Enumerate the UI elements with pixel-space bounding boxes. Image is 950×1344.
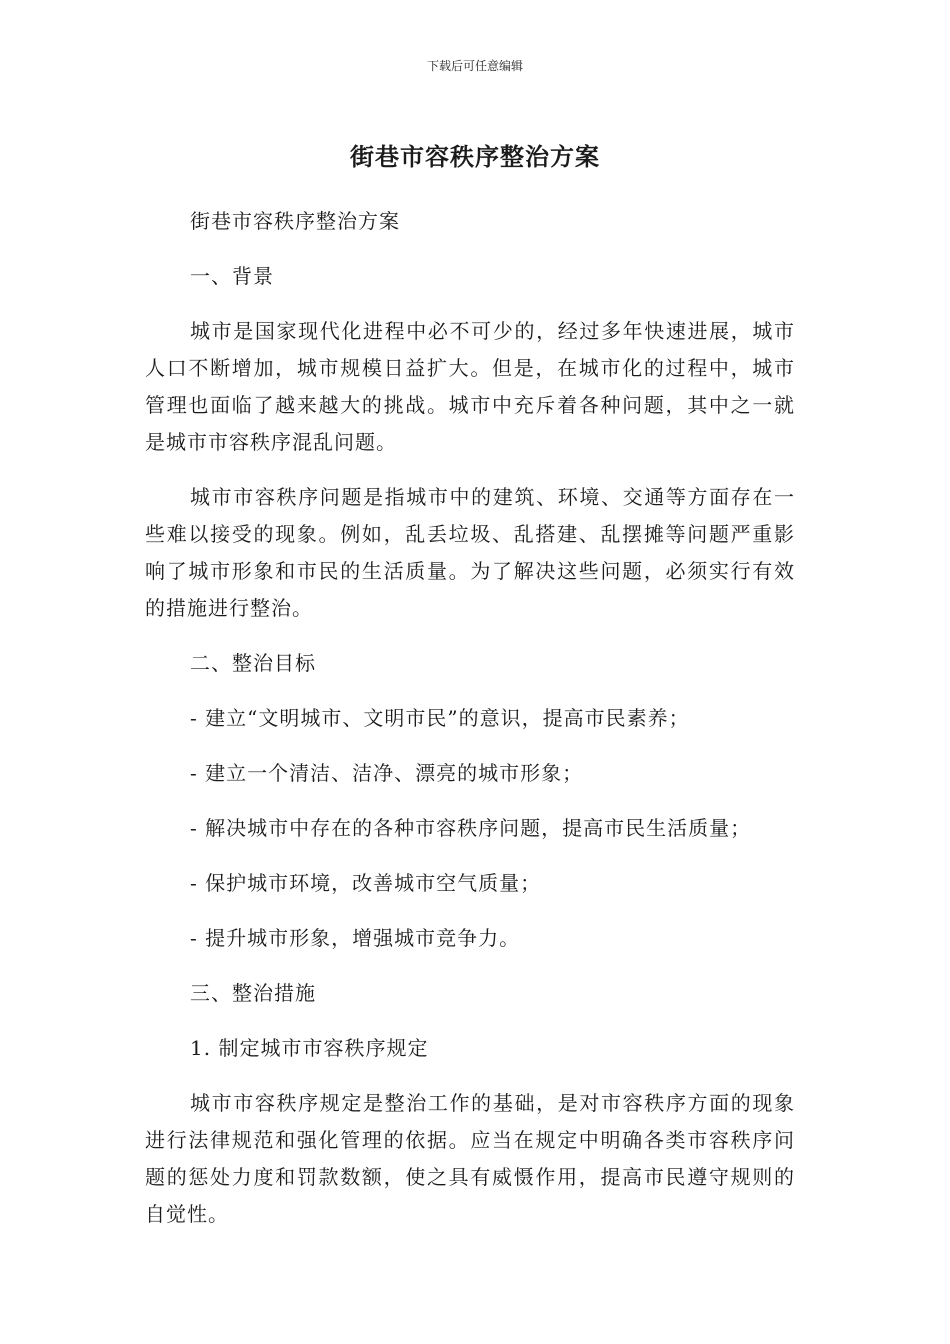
goal-list-item: - 建立“文明城市、文明市民”的意识，提高市民素养； (190, 706, 690, 730)
body-paragraph: 城市市容秩序问题是指城市中的建筑、环境、交通等方面存在一些难以接受的现象。例如，乱丢垃圾、乱搭建、乱摆摊等问题严重影响了城市形象和市民的生活质量。为了解决这些问题，必须实行有效的措施进行整治。 (145, 485, 795, 620)
document-body (145, 203, 795, 1251)
section-heading-measures: 三、整治措施 (190, 981, 316, 1005)
goal-list-item: - 解决城市中存在的各种市容秩序问题，提高市民生活质量； (190, 816, 752, 840)
body-paragraph: 城市市容秩序规定是整治工作的基础，是对市容秩序方面的现象进行法律规范和强化管理的依据。应当在规定中明确各类市容秩序问题的惩处力度和罚款数额，使之具有威慑作用，提高市民遵守规则的自觉性。 (145, 1091, 795, 1226)
section-heading-background: 一、背景 (190, 264, 274, 288)
measure-heading: 1. 制定城市市容秩序规定 (190, 1036, 429, 1060)
subtitle-paragraph: 街巷市容秩序整治方案 (190, 209, 400, 233)
goal-list-item: - 建立一个清洁、洁净、漂亮的城市形象； (190, 761, 584, 785)
body-paragraph: 城市是国家现代化进程中必不可少的，经过多年快速进展，城市人口不断增加，城市规模日益扩大。但是，在城市化的过程中，城市管理也面临了越来越大的挑战。城市中充斥着各种问题，其中之一就是城市市容秩序混乱问题。 (145, 319, 795, 454)
document-title: 街巷市容秩序整治方案 (350, 143, 600, 171)
goal-list-item: - 保护城市环境，改善城市空气质量； (190, 871, 542, 895)
goal-list-item: - 提升城市形象，增强城市竞争力。 (190, 926, 521, 950)
header-note: 下载后可任意编辑 (426, 59, 523, 73)
section-heading-goals: 二、整治目标 (190, 651, 316, 675)
